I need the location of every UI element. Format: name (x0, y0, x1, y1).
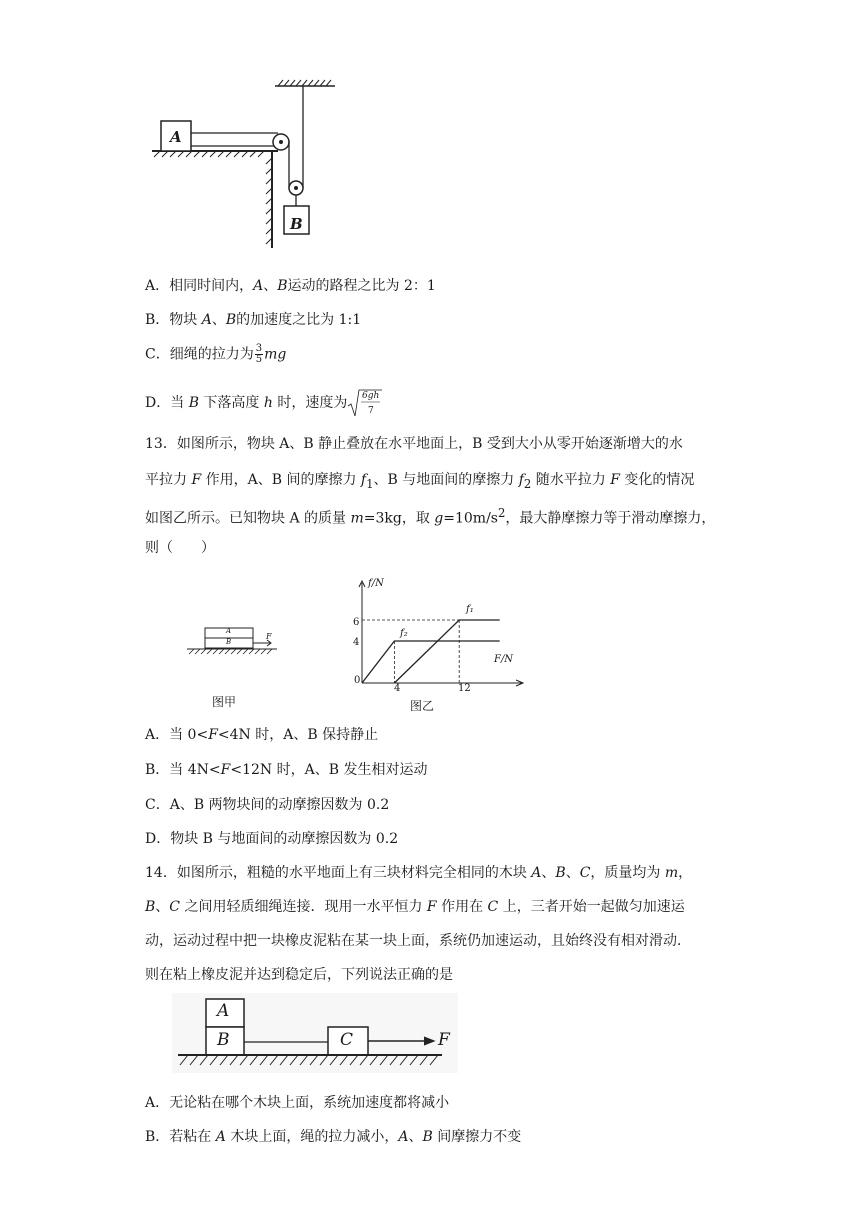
y-axis-label: f/N (368, 578, 384, 589)
fraction: $\frac{3}{5}$ (255, 343, 263, 365)
pulley-figure (150, 78, 340, 250)
q14-stem-line-2: B、C 之间用轻质细绳连接．现用一水平恒力 F 作用在 C 上，三者开始一起做匀加速运 (145, 899, 685, 915)
q13-option-a: A．当 0<F<4N 时，A、B 保持静止 (145, 727, 379, 743)
y-tick-4: 4 (353, 637, 360, 648)
x-tick-12: 12 (458, 683, 471, 694)
blocks-figure (172, 993, 458, 1073)
q14-force-label: F (438, 1030, 450, 1050)
q13-stem-line-3: 如图乙所示。已知物块 A 的质量 m=3kg，取 $g=10m/s^2$，最大静摩擦力等于滑动摩擦力， (145, 506, 716, 527)
y-tick-6: 6 (353, 617, 360, 628)
q14-option-b: B．若粘在 A 木块上面，绳的拉力减小，A、B 间摩擦力不变 (145, 1129, 522, 1145)
q13-stem-line-1: 13．如图所示，物块 A、B 静止叠放在水平地面上，B 受到大小从零开始逐渐增大的水 (145, 436, 683, 452)
q14-block-c-label: C (340, 1030, 354, 1050)
q14-stem-line-1: 14．如图所示，粗糙的水平地面上有三块材料完全相同的木块 A、B、C，质量均为 m， (145, 865, 693, 881)
q13-stem-line-2: 平拉力 F 作用，A、B 间的摩擦力 $f_1$、B 与地面间的摩擦力 $f_2$ 随水平拉力 F 变化的情况 (145, 472, 695, 491)
q12-option-a: A．相同时间内，A、B运动的路程之比为 2：1 (145, 278, 436, 294)
figure-yi-caption: 图乙 (410, 699, 435, 713)
jia-label-a: A (226, 627, 232, 635)
x-axis-label: F/N (494, 654, 514, 665)
series-label-f1: f₁ (466, 604, 474, 615)
q13-option-c: C．A、B 两物块间的动摩擦因数为 0.2 (145, 797, 390, 813)
chart-guides (362, 620, 459, 683)
q14-block-b-label: B (217, 1030, 230, 1050)
q12-option-d: D．当 B 下落高度 h 时，速度为 6gh 7 (145, 388, 383, 418)
q14-stem-line-4: 则在粘上橡皮泥并达到稳定后，下列说法正确的是 (145, 967, 453, 983)
x-tick-4: 4 (394, 683, 401, 694)
q13-option-b: B．当 4N<F<12N 时，A、B 发生相对运动 (145, 762, 428, 778)
q12-option-b: B．物块 A、B的加速度之比为 1:1 (145, 312, 362, 328)
chart-axes (359, 581, 523, 686)
q14-stem-line-3: 动，运动过程中把一块橡皮泥粘在某一块上面，系统仍加速运动，且始终没有相对滑动． (145, 933, 691, 949)
q14-option-a: A．无论粘在哪个木块上面，系统加速度都将减小 (145, 1095, 450, 1111)
q13-option-d: D．物块 B 与地面间的动摩擦因数为 0.2 (145, 831, 399, 847)
q12-option-c: C．细绳的拉力为 $\frac{3}{5}$ mg (145, 343, 287, 365)
jia-label-b: B (226, 638, 232, 646)
block-a-label: A (170, 128, 182, 146)
origin-label: 0 (354, 675, 361, 686)
q13-stem-line-4: 则（ ） (145, 540, 215, 556)
figure-jia-caption: 图甲 (212, 695, 237, 709)
series-line-2 (394, 620, 499, 683)
q14-block-a-label: A (217, 1001, 230, 1021)
block-b-label: B (290, 215, 303, 233)
friction-chart (340, 575, 530, 690)
jia-label-f: F (266, 632, 272, 641)
series-label-f2: f₂ (400, 628, 408, 639)
chart-series (362, 620, 500, 683)
